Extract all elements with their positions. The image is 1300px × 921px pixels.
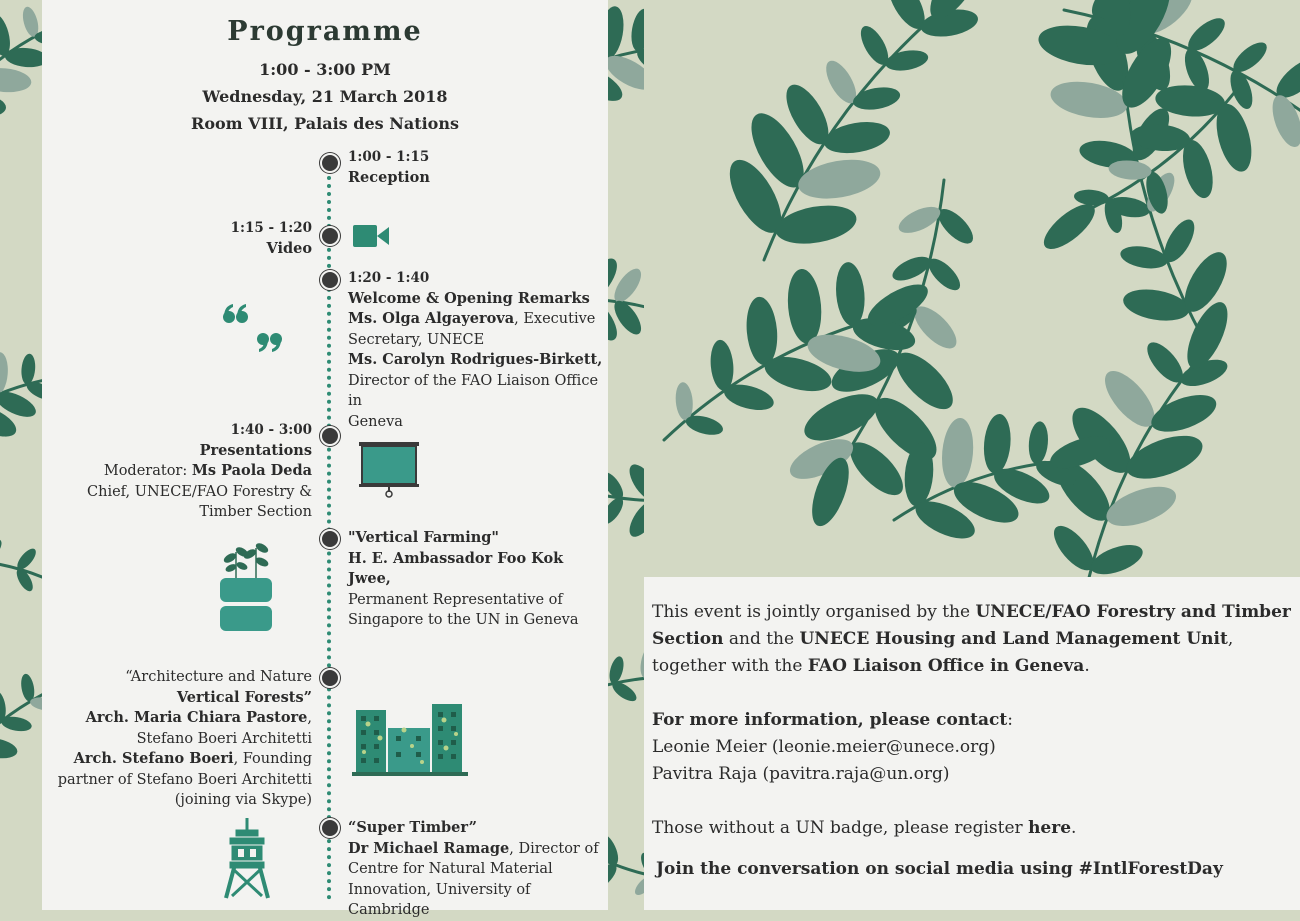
timber-tower-icon: [222, 818, 272, 900]
register-line: [652, 815, 1292, 842]
speaker-role: , Executive: [514, 311, 596, 327]
organiser-name: UNECE Housing and Land Management Unit: [799, 629, 1228, 649]
speaker-role: Secretary, UNECE: [348, 331, 485, 348]
contact-item: Leonie Meier (leonie.meier@unece.org): [652, 737, 996, 757]
programme-time: 1:00 - 3:00 PM: [259, 60, 391, 79]
timeline-node: [320, 226, 340, 246]
text-fragment: This event is jointly organised by the: [652, 602, 976, 622]
timeline-node: [320, 668, 340, 688]
agenda-super-timber: [348, 818, 608, 921]
leaf-pattern-illustration: [644, 0, 1300, 577]
text-fragment: .: [1071, 818, 1077, 838]
agenda-vertical-farming: [348, 528, 608, 631]
speaker-role: partner of Stefano Boeri Architetti: [57, 771, 312, 788]
speaker-role: Geneva: [348, 413, 403, 430]
speaker-role: Centre for Natural Material: [348, 861, 553, 877]
text-fragment: Those without a UN badge, please register: [652, 818, 1029, 838]
speaker-role: Singapore to the UN in Geneva: [348, 612, 579, 628]
agenda-presentations: [22, 420, 312, 523]
moderator-prefix: Moderator:: [103, 463, 192, 479]
agenda-welcome: [348, 268, 610, 432]
leaf-pattern-middle: [608, 0, 644, 910]
timeline-node: [320, 153, 340, 173]
contact-heading-text: For more information, please contact: [652, 710, 1008, 730]
organisers-paragraph: [652, 599, 1292, 680]
agenda-time: 1:40 - 3:00: [230, 422, 312, 438]
programme-title: Programme: [227, 16, 423, 47]
register-link[interactable]: here: [1028, 818, 1072, 838]
talk-title: Vertical Forests”: [176, 688, 312, 706]
text-fragment: :: [1007, 710, 1013, 730]
text-fragment: , together with the: [652, 629, 1234, 676]
talk-title: “Architecture and Nature: [125, 669, 312, 685]
speaker-role: (joining via Skype): [174, 792, 312, 808]
programme-date: Wednesday, 21 March 2018: [202, 87, 448, 106]
speaker-name: Ms. Carolyn Rodrigues-Birkett: [348, 351, 598, 368]
moderator-role: Timber Section: [199, 504, 312, 520]
agenda-time: 1:00 - 1:15: [348, 149, 430, 165]
speaker-role: Permanent Representative of: [348, 591, 563, 608]
video-camera-icon: [351, 222, 391, 250]
green-building-icon: [352, 700, 468, 778]
text-fragment: and the: [723, 629, 800, 649]
speaker-name: Ms. Olga Algayerova: [348, 310, 515, 327]
moderator-name: Ms Paola Deda: [191, 462, 312, 479]
timeline-node: [320, 529, 340, 549]
quote-marks-icon: [220, 300, 286, 352]
speaker-role: , Director of: [509, 840, 599, 857]
timeline-node: [320, 818, 340, 838]
text-fragment: .: [1084, 656, 1090, 676]
speaker-role: , Founding: [233, 751, 312, 767]
info-panel: [644, 577, 1300, 910]
moderator-role: Chief, UNECE/FAO Forestry &: [87, 483, 312, 500]
speaker-name: Arch. Maria Chiara Pastore: [85, 709, 308, 726]
speaker-name: H. E. Ambassador Foo Kok Jwee: [348, 549, 564, 587]
agenda-time: 1:15 - 1:20: [230, 220, 312, 236]
programme-venue: Room VIII, Palais des Nations: [191, 114, 459, 133]
talk-title: "Vertical Farming": [348, 529, 499, 546]
agenda-label: Presentations: [199, 441, 312, 459]
agenda-video: [22, 218, 312, 259]
projector-screen-icon: [358, 440, 420, 498]
speaker-role: Stefano Boeri Architetti: [136, 730, 312, 747]
programme-panel: [42, 0, 608, 918]
organiser-name: FAO Liaison Office in Geneva: [807, 656, 1085, 676]
contact-item: Pavitra Raja (pavitra.raja@un.org): [652, 764, 950, 784]
info-text: [652, 599, 1292, 883]
contact-heading: [652, 707, 1292, 734]
speaker-comma: ,: [385, 570, 391, 587]
talk-title: “Super Timber”: [348, 819, 477, 836]
agenda-time: 1:20 - 1:40: [348, 270, 430, 286]
plant-pot-icon: [218, 538, 274, 634]
social-media-line: Join the conversation on social media using #IntlForestDay: [656, 859, 1223, 879]
organiser-name: UNECE/FAO Forestry and Timber Section: [652, 602, 1291, 649]
agenda-vertical-forests: [12, 667, 312, 811]
agenda-label: Welcome & Opening Remarks: [348, 289, 590, 307]
speaker-role: Director of the FAO Liaison Office in: [348, 372, 599, 409]
timeline-node: [320, 270, 340, 290]
agenda-label: Video: [266, 239, 312, 257]
speaker-comma: ,: [307, 710, 312, 726]
agenda-reception: [348, 147, 608, 188]
speaker-name: Arch. Stefano Boeri: [73, 750, 234, 767]
speaker-comma: ,: [597, 351, 603, 368]
speaker-name: Dr Michael Ramage: [348, 839, 510, 857]
speaker-role: Innovation, University of Cambridge: [348, 881, 531, 918]
timeline-node: [320, 426, 340, 446]
agenda-label: Reception: [348, 168, 430, 186]
